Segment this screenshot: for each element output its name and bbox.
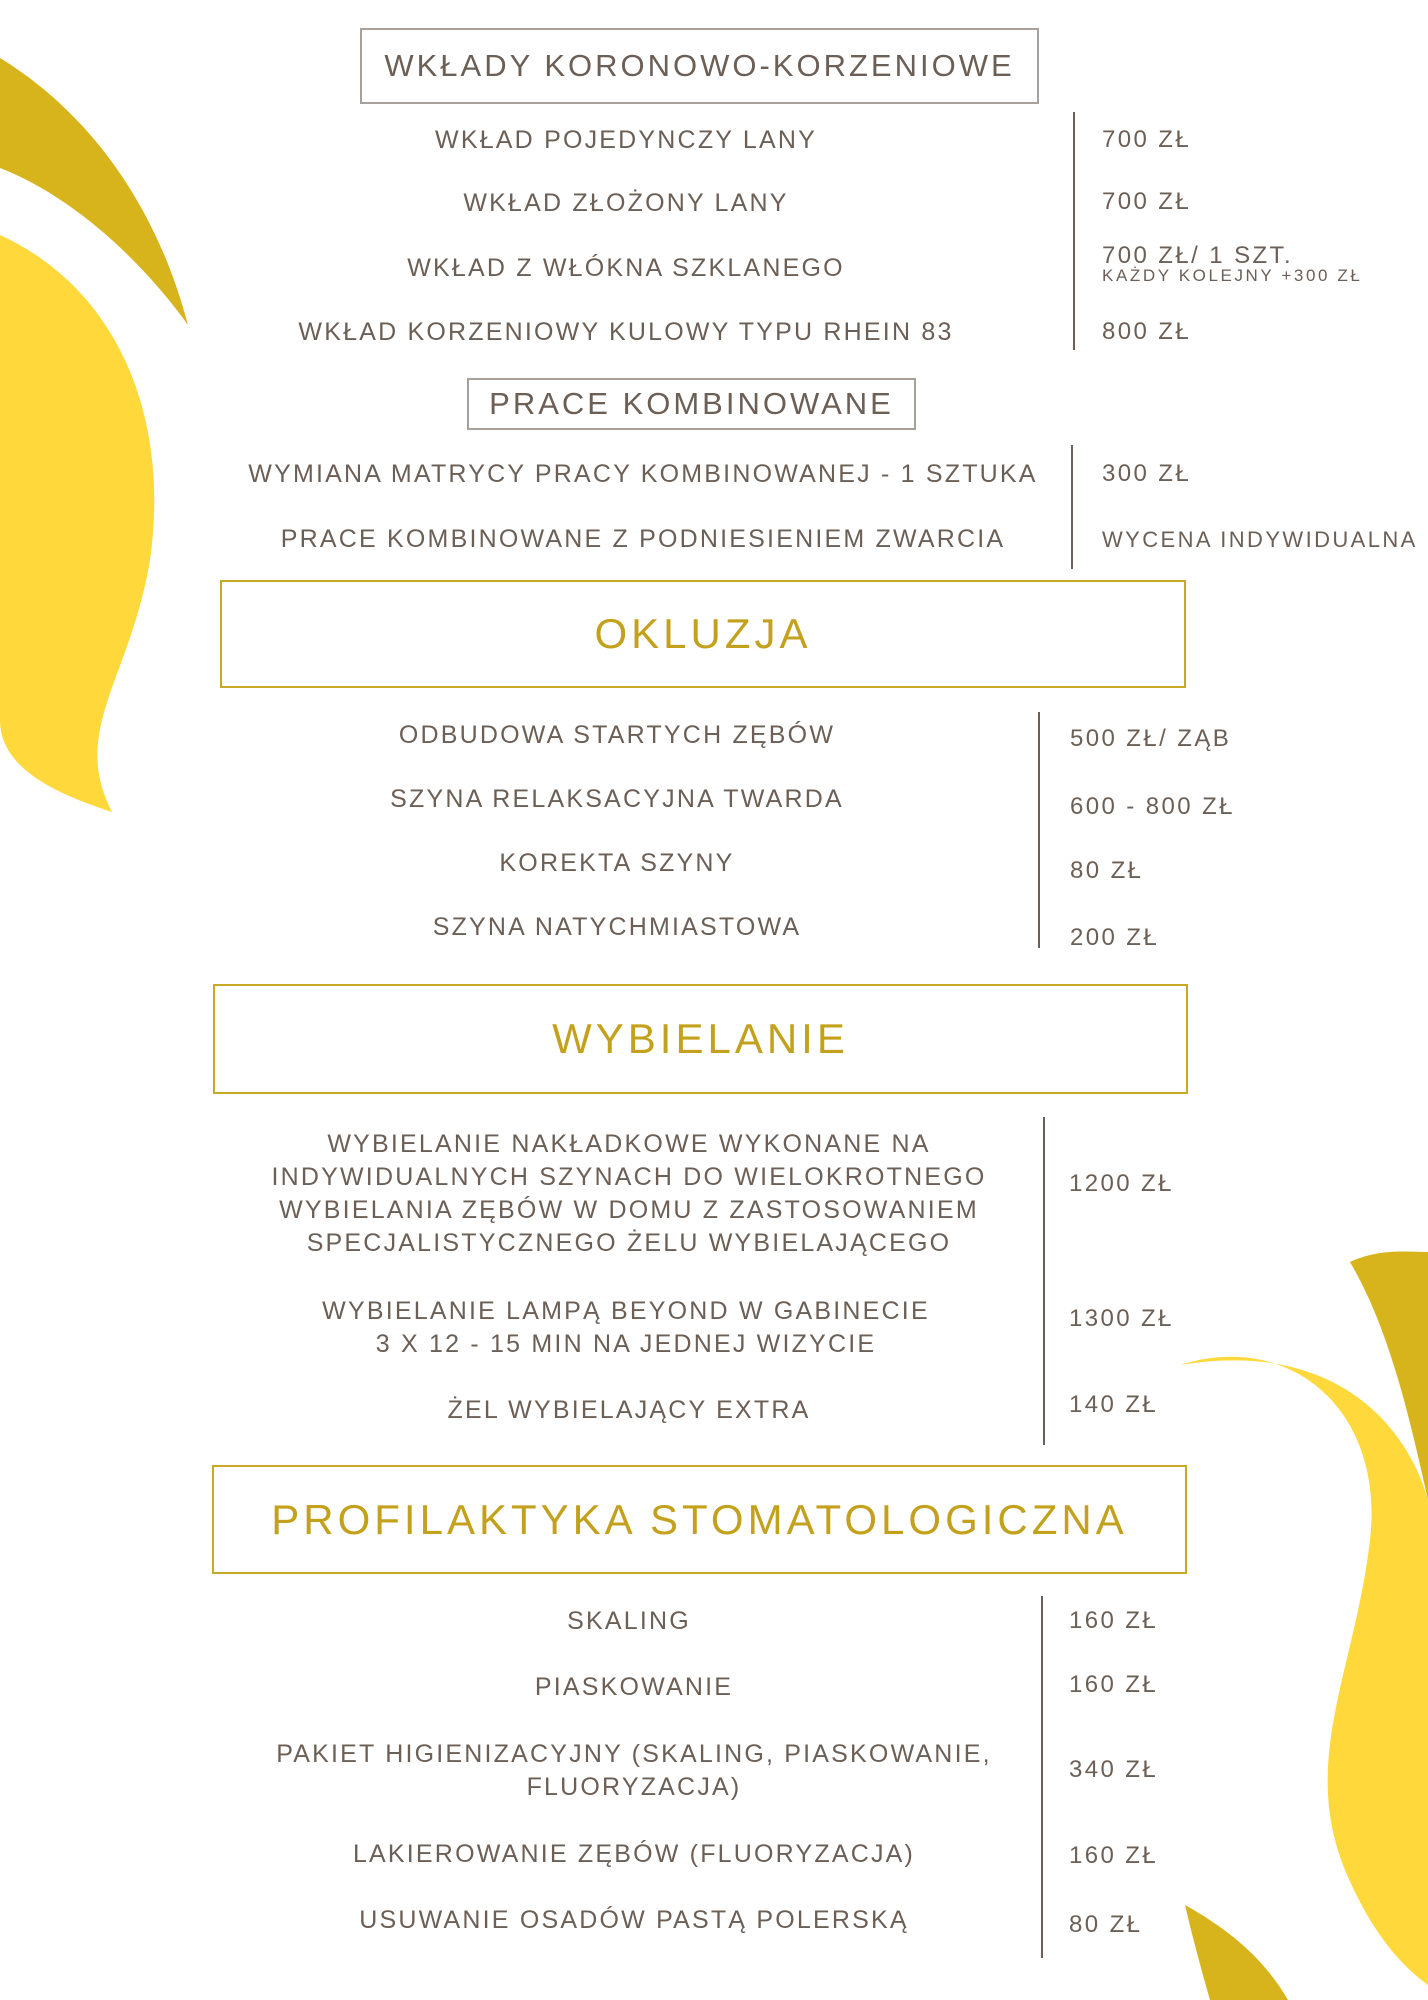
service-price: 1200 ZŁ <box>1069 1170 1174 1197</box>
section-title-wybielanie: WYBIELANIE <box>213 984 1188 1094</box>
service-price: WYCENA INDYWIDUALNA <box>1102 527 1418 552</box>
service-price: 700 ZŁ <box>1102 188 1192 215</box>
section-title-okluzja: OKLUZJA <box>220 580 1186 688</box>
price-divider-okluzja <box>1038 712 1040 948</box>
service-price: 160 ZŁ <box>1069 1607 1159 1634</box>
price-main: 700 ZŁ/ 1 SZT. <box>1102 242 1294 269</box>
service-price: 300 ZŁ <box>1102 460 1192 487</box>
service-line: INDYWIDUALNYCH SZYNACH DO WIELOKROTNEGO <box>271 1163 987 1191</box>
section-title-wklady: WKŁADY KORONOWO-KORZENIOWE <box>360 28 1039 104</box>
service-name: WKŁAD POJEDYNCZY LANY <box>435 126 817 154</box>
service-line: PAKIET HIGIENIZACYJNY (SKALING, PIASKOWANIE, <box>276 1740 992 1768</box>
service-name: SZYNA RELAKSACYJNA TWARDA <box>390 785 844 813</box>
bottom-right-dark-swirl-bottom <box>1185 1905 1288 2000</box>
service-line: WYBIELANIE LAMPĄ BEYOND W GABINECIE <box>322 1297 930 1325</box>
section-title-prace: PRACE KOMBINOWANE <box>467 378 916 430</box>
service-line: WYBIELANIA ZĘBÓW W DOMU Z ZASTOSOWANIEM <box>279 1196 979 1224</box>
bottom-right-light-swirl <box>1180 1357 1428 1985</box>
service-price: 600 - 800 ZŁ <box>1070 793 1235 820</box>
section-title-profilaktyka: PROFILAKTYKA STOMATOLOGICZNA <box>212 1465 1187 1574</box>
service-name: ŻEL WYBIELAJĄCY EXTRA <box>447 1396 811 1424</box>
service-name: WKŁAD ZŁOŻONY LANY <box>463 189 789 217</box>
service-name-multiline <box>322 1295 930 1361</box>
service-name: SKALING <box>567 1607 691 1635</box>
service-line: FLUORYZACJA) <box>526 1773 742 1801</box>
service-line: 3 X 12 - 15 MIN NA JEDNEJ WIZYCIE <box>375 1330 877 1358</box>
service-price: 80 ZŁ <box>1070 857 1144 884</box>
price-divider-wklady <box>1073 112 1075 350</box>
service-line: WYBIELANIE NAKŁADKOWE WYKONANE NA <box>327 1130 931 1158</box>
service-price: 200 ZŁ <box>1070 924 1160 951</box>
service-price: 140 ZŁ <box>1069 1391 1159 1418</box>
service-name: ODBUDOWA STARTYCH ZĘBÓW <box>398 721 836 749</box>
service-line: SPECJALISTYCZNEGO ŻELU WYBIELAJĄCEGO <box>306 1229 952 1257</box>
service-price: 800 ZŁ <box>1102 318 1192 345</box>
service-name-multiline <box>276 1738 991 1804</box>
service-price: 160 ZŁ <box>1069 1671 1159 1698</box>
service-name: WKŁAD KORZENIOWY KULOWY TYPU RHEIN 83 <box>298 318 954 346</box>
service-price: 700 ZŁ <box>1102 126 1192 153</box>
service-price: 1300 ZŁ <box>1069 1305 1174 1332</box>
price-divider-prace <box>1071 445 1073 569</box>
service-name: SZYNA NATYCHMIASTOWA <box>432 913 802 941</box>
service-name: PIASKOWANIE <box>534 1673 734 1701</box>
service-name: LAKIEROWANIE ZĘBÓW (FLUORYZACJA) <box>352 1840 916 1868</box>
service-name: USUWANIE OSADÓW PASTĄ POLERSKĄ <box>359 1906 909 1934</box>
service-price <box>1102 244 1362 284</box>
service-name: KOREKTA SZYNY <box>499 849 735 877</box>
service-name-multiline <box>271 1128 986 1260</box>
service-name: WYMIANA MATRYCY PRACY KOMBINOWANEJ - 1 SZTUKA <box>248 460 1038 488</box>
price-divider-profilaktyka <box>1041 1596 1043 1958</box>
service-price: 80 ZŁ <box>1069 1911 1143 1938</box>
service-name: WKŁAD Z WŁÓKNA SZKLANEGO <box>407 254 845 282</box>
top-left-light-swirl <box>0 235 154 812</box>
service-price: 340 ZŁ <box>1069 1756 1159 1783</box>
price-note: KAŻDY KOLEJNY +300 ZŁ <box>1102 266 1363 285</box>
service-name: PRACE KOMBINOWANE Z PODNIESIENIEM ZWARCIA <box>280 525 1006 553</box>
service-price: 500 ZŁ/ ZĄB <box>1070 725 1232 752</box>
price-divider-wybielanie <box>1043 1117 1045 1445</box>
service-price: 160 ZŁ <box>1069 1842 1159 1869</box>
